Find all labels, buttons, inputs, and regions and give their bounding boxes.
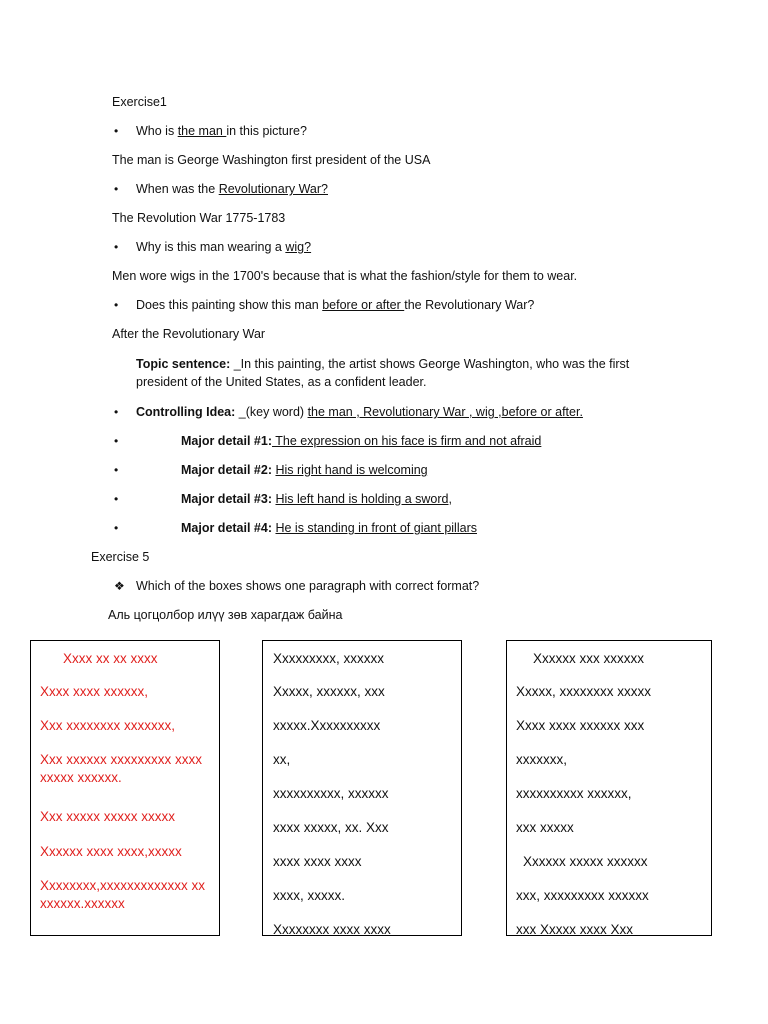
topic-sentence: Topic sentence: _In this painting, the artist shows George Washington, who was the first	[136, 357, 630, 371]
box-line: xxxxx.Xxxxxxxxxx	[273, 718, 381, 733]
question-2: When was the Revolutionary War?	[136, 182, 328, 196]
bullet-icon: •	[114, 240, 119, 254]
major-detail-3: Major detail #3: His left hand is holding a sword,	[181, 492, 452, 506]
bullet-icon: •	[114, 463, 119, 477]
paragraph-box-middle	[262, 640, 462, 936]
question-3: Why is this man wearing a wig?	[136, 240, 312, 254]
bullet-icon: •	[114, 405, 119, 419]
question-1: Who is the man in this picture?	[136, 124, 307, 138]
box-line: xxx xxxxx	[516, 820, 574, 835]
box-line: Xxx xxxxxxxx xxxxxxx,	[40, 718, 176, 733]
bullet-icon: •	[114, 124, 119, 138]
paragraph-box-right	[506, 640, 712, 936]
bullet-icon: •	[114, 434, 119, 448]
box-line: xxxx xxxx xxxx	[273, 854, 362, 869]
box-line: Xxxx xx xx xxxx	[63, 651, 158, 666]
box-line: Xxxxxxxx,xxxxxxxxxxxxx xx xxxxxx.xxxxxx	[40, 878, 206, 911]
box-line: xxx Xxxxx xxxx Xxx	[516, 922, 634, 936]
diamond-bullet-icon: ❖	[114, 579, 125, 593]
box-line: Xxxxxxxx xxxx xxxx	[273, 922, 391, 936]
controlling-idea: Controlling Idea: _(key word) the man , Revolutionary War , wig ,before or after.	[136, 405, 583, 419]
paragraph-box-left	[30, 640, 220, 936]
answer-3: Men wore wigs in the 1700's because that is what the fashion/style for them to wear.	[112, 269, 578, 283]
box-line: Xxxxx, xxxxxx, xxx	[273, 684, 385, 699]
box-line: xxxxxxxxxx, xxxxxx	[273, 786, 389, 801]
box-line: Xxx xxxxx xxxxx xxxxx	[40, 809, 176, 824]
bullet-icon: •	[114, 492, 119, 506]
box-line: Xxxx xxxx xxxxxx,	[40, 684, 149, 699]
answer-4: After the Revolutionary War	[112, 327, 266, 341]
exercise5-question: Which of the boxes shows one paragraph with correct format?	[136, 579, 480, 593]
box-line: Xxxx xxxx xxxxxx xxx	[516, 718, 645, 733]
question-4: Does this painting show this man before or after the Revolutionary War?	[136, 298, 535, 312]
box-line: Xxxxxx xxxx xxxx,xxxxx	[40, 844, 182, 859]
box-line: xxx, xxxxxxxxx xxxxxx	[516, 888, 649, 903]
box-line: xxxxxxx,	[516, 752, 568, 767]
box-line: Xxxxxx xxx xxxxxx	[533, 651, 645, 666]
exercise5-title: Exercise 5	[91, 550, 150, 564]
topic-sentence-line2: president of the United States, as a confident leader.	[136, 375, 427, 389]
answer-1: The man is George Washington first president of the USA	[112, 153, 431, 167]
box-line: Xxxxxx xxxxx xxxxxx	[523, 854, 648, 869]
major-detail-1: Major detail #1: The expression on his face is firm and not afraid	[181, 434, 542, 448]
box-line: xxxx xxxxx, xx. Xxx	[273, 820, 389, 835]
mongolian-question: Аль цогцолбор илүү зөв харагдаж байна	[108, 608, 343, 622]
box-line: Xxxxx, xxxxxxxx xxxxx	[516, 684, 652, 699]
box-line: xxxxxxxxxx xxxxxx,	[516, 786, 632, 801]
bullet-icon: •	[114, 298, 119, 312]
bullet-icon: •	[114, 182, 119, 196]
bullet-icon: •	[114, 521, 119, 535]
major-detail-4: Major detail #4: He is standing in front of giant pillars	[181, 521, 477, 535]
box-line: xx,	[273, 752, 291, 767]
exercise1-title: Exercise1	[112, 95, 167, 109]
answer-2: The Revolution War 1775-1783	[112, 211, 286, 225]
major-detail-2: Major detail #2: His right hand is welcoming	[181, 463, 428, 477]
box-line: Xxxxxxxxx, xxxxxx	[273, 651, 385, 666]
box-line: xxxx, xxxxx.	[273, 888, 346, 903]
box-line: Xxx xxxxxx xxxxxxxxx xxxx xxxxx xxxxxx.	[40, 752, 203, 785]
